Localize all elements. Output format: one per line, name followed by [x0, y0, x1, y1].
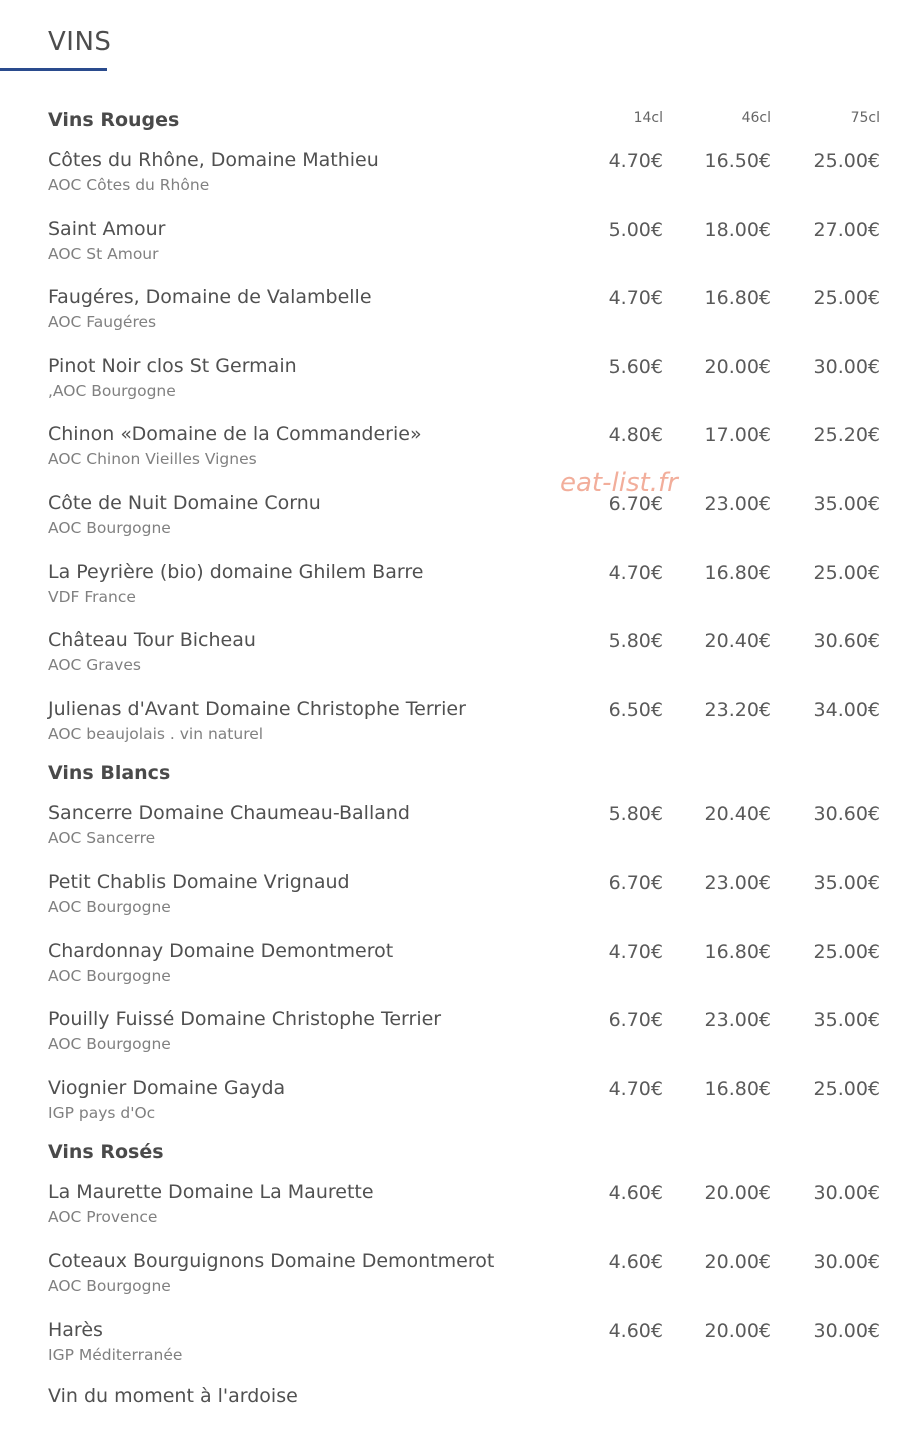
price-46cl: 20.00€ — [704, 355, 771, 378]
wine-item — [0, 483, 897, 552]
wine-name: Côtes du Rhône, Domaine Mathieu — [48, 149, 379, 171]
wine-appellation: AOC Bourgogne — [48, 897, 171, 916]
price-46cl: 23.00€ — [704, 871, 771, 894]
section-title: Vins Blancs — [48, 762, 171, 785]
price-14cl: 6.70€ — [608, 492, 663, 515]
wine-item — [0, 552, 897, 621]
price-14cl: 4.60€ — [608, 1182, 663, 1205]
wine-name: Coteaux Bourguignons Domaine Demontmerot — [48, 1249, 495, 1272]
price-46cl: 18.00€ — [704, 218, 771, 241]
section-title: Vins Rouges — [48, 109, 180, 131]
price-46cl: 20.00€ — [704, 1182, 771, 1205]
price-75cl: 35.00€ — [813, 1009, 880, 1032]
wine-appellation: ,AOC Bourgogne — [48, 381, 176, 400]
wine-item — [0, 862, 897, 931]
footer-note-row — [0, 1378, 897, 1418]
price-46cl: 20.40€ — [704, 630, 771, 653]
price-75cl: 25.00€ — [813, 150, 880, 172]
wine-name: La Maurette Domaine La Maurette — [48, 1181, 374, 1204]
price-75cl: 30.60€ — [813, 803, 880, 826]
wine-name: Côte de Nuit Domaine Cornu — [48, 491, 321, 514]
wine-name: Chinon «Domaine de la Commanderie» — [48, 423, 422, 446]
price-46cl: 20.40€ — [704, 803, 771, 826]
wine-name: Faugéres, Domaine de Valambelle — [48, 286, 372, 309]
section-header — [0, 757, 897, 793]
price-46cl: 16.50€ — [704, 150, 771, 172]
wine-item — [0, 620, 897, 689]
price-14cl: 6.70€ — [608, 871, 663, 894]
price-46cl: 23.20€ — [704, 698, 771, 721]
wine-appellation: AOC Faugéres — [48, 313, 157, 332]
price-75cl: 35.00€ — [813, 871, 880, 894]
wine-name: Château Tour Bicheau — [48, 629, 256, 652]
footer-note: Vin du moment à l'ardoise — [48, 1385, 298, 1408]
price-14cl: 6.50€ — [608, 698, 663, 721]
wine-item — [0, 1310, 897, 1379]
wine-appellation: AOC Côtes du Rhône — [48, 176, 210, 194]
price-14cl: 4.80€ — [608, 424, 663, 447]
wine-appellation: IGP Méditerranée — [48, 1345, 183, 1364]
watermark: eat-list.fr — [560, 468, 678, 498]
wine-menu — [0, 104, 897, 1418]
section-header — [0, 104, 897, 140]
wine-name: Saint Amour — [48, 217, 166, 240]
price-75cl: 27.00€ — [813, 218, 880, 241]
price-75cl: 25.20€ — [813, 424, 880, 447]
wine-appellation: AOC St Amour — [48, 244, 159, 263]
wine-item — [0, 209, 897, 278]
wine-item — [0, 793, 897, 862]
price-75cl: 35.00€ — [813, 492, 880, 515]
section-header — [0, 1136, 897, 1172]
price-46cl: 16.80€ — [704, 287, 771, 310]
wine-appellation: AOC beaujolais . vin naturel — [48, 724, 264, 743]
wine-name: La Peyrière (bio) domaine Ghilem Barre — [48, 560, 424, 583]
price-75cl: 30.00€ — [813, 355, 880, 378]
price-46cl: 23.00€ — [704, 492, 771, 515]
price-14cl: 4.70€ — [608, 287, 663, 310]
price-75cl: 25.00€ — [813, 287, 880, 310]
price-75cl: 30.00€ — [813, 1182, 880, 1205]
wine-item — [0, 1068, 897, 1137]
price-14cl: 4.70€ — [608, 1077, 663, 1100]
price-75cl: 34.00€ — [813, 698, 880, 721]
price-14cl: 5.80€ — [608, 630, 663, 653]
price-14cl: 4.70€ — [608, 940, 663, 963]
wine-item — [0, 414, 897, 483]
wine-appellation: AOC Bourgogne — [48, 1276, 171, 1295]
wine-name: Julienas d'Avant Domaine Christophe Terrier — [48, 697, 466, 720]
price-14cl: 4.60€ — [608, 1250, 663, 1273]
wine-appellation: AOC Bourgogne — [48, 1035, 171, 1054]
price-75cl: 30.00€ — [813, 1250, 880, 1273]
price-14cl: 5.80€ — [608, 803, 663, 826]
column-header-3: 75cl — [850, 110, 880, 126]
wine-item — [0, 999, 897, 1068]
wine-item — [0, 1172, 897, 1241]
wine-appellation: VDF France — [48, 587, 136, 606]
wine-appellation: AOC Chinon Vieilles Vignes — [48, 450, 257, 469]
price-46cl: 16.80€ — [704, 561, 771, 584]
price-75cl: 25.00€ — [813, 561, 880, 584]
wine-name: Pouilly Fuissé Domaine Christophe Terrier — [48, 1008, 442, 1031]
price-14cl: 6.70€ — [608, 1009, 663, 1032]
wine-item — [0, 277, 897, 346]
price-14cl: 4.60€ — [608, 1319, 663, 1342]
wine-appellation: AOC Sancerre — [48, 829, 156, 848]
price-14cl: 4.70€ — [608, 150, 663, 172]
price-75cl: 30.60€ — [813, 630, 880, 653]
wine-name: Viognier Domaine Gayda — [48, 1076, 286, 1099]
wine-item — [0, 140, 897, 209]
price-46cl: 17.00€ — [704, 424, 771, 447]
wine-item — [0, 1241, 897, 1310]
price-14cl: 5.60€ — [608, 355, 663, 378]
page-header — [0, 0, 897, 80]
price-14cl: 4.70€ — [608, 561, 663, 584]
wine-appellation: AOC Graves — [48, 656, 141, 675]
wine-item — [0, 689, 897, 758]
price-14cl: 5.00€ — [608, 218, 663, 241]
wine-appellation: AOC Bourgogne — [48, 518, 171, 537]
wine-name: Petit Chablis Domaine Vrignaud — [48, 870, 350, 893]
wine-item — [0, 931, 897, 1000]
wine-appellation: IGP pays d'Oc — [48, 1103, 156, 1122]
price-46cl: 20.00€ — [704, 1319, 771, 1342]
wine-name: Sancerre Domaine Chaumeau-Balland — [48, 802, 410, 825]
price-75cl: 30.00€ — [813, 1319, 880, 1342]
column-header-1: 14cl — [633, 110, 663, 126]
price-46cl: 16.80€ — [704, 940, 771, 963]
title-underline — [0, 68, 107, 71]
wine-appellation: AOC Provence — [48, 1208, 158, 1227]
page-title: VINS — [48, 27, 112, 57]
section-title: Vins Rosés — [48, 1141, 164, 1164]
wine-name: Chardonnay Domaine Demontmerot — [48, 939, 394, 962]
price-46cl: 23.00€ — [704, 1009, 771, 1032]
wine-name: Pinot Noir clos St Germain — [48, 354, 297, 377]
wine-item — [0, 346, 897, 415]
price-75cl: 25.00€ — [813, 1077, 880, 1100]
wine-appellation: AOC Bourgogne — [48, 966, 171, 985]
column-header-2: 46cl — [741, 110, 771, 126]
price-46cl: 20.00€ — [704, 1250, 771, 1273]
wine-name: Harès — [48, 1318, 103, 1341]
price-75cl: 25.00€ — [813, 940, 880, 963]
price-46cl: 16.80€ — [704, 1077, 771, 1100]
